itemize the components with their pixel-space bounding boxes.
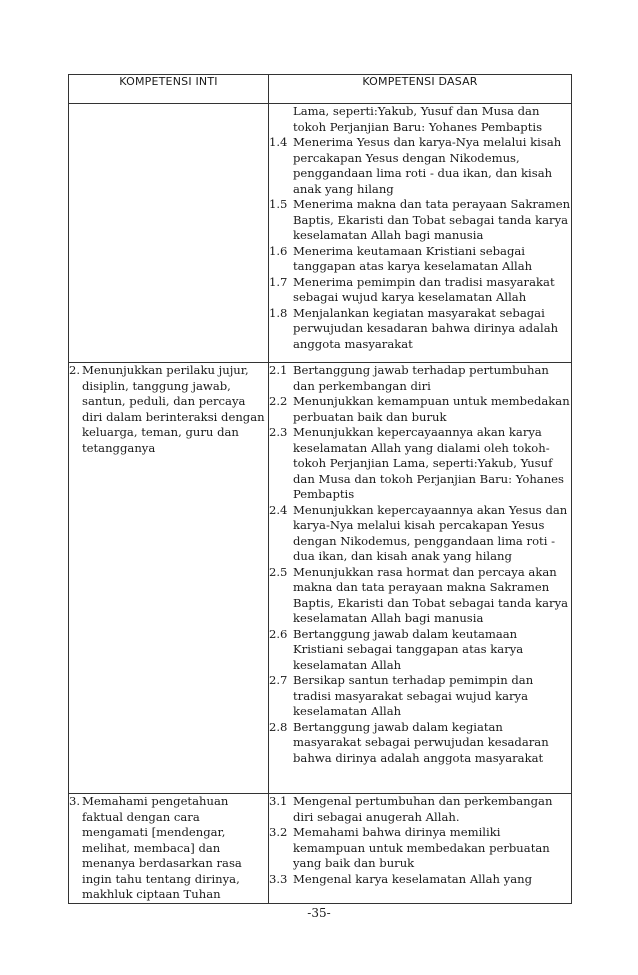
kd-item [269, 197, 571, 244]
kd-text: Menunjukkan kemampuan untuk membedakan perbuatan baik dan buruk [293, 394, 570, 424]
kd-text: Menerima makna dan tata perayaan Sakramen Baptis, Ekaristi dan Tobat sebagai tanda karya keselamatan Allah bagi manusia [293, 197, 571, 242]
kd-number: 1.5 [269, 197, 288, 211]
kd-item [269, 825, 571, 872]
header-kompetensi-inti: KOMPETENSI INTI [69, 75, 269, 104]
table-row [69, 363, 572, 794]
kd-item [269, 627, 571, 674]
kd-number: 1.7 [269, 274, 288, 289]
kd-item [269, 244, 571, 275]
kd-item [269, 394, 571, 425]
kd-item [269, 673, 571, 720]
kompetensi-dasar-cell [269, 794, 572, 904]
kd-item [269, 794, 571, 825]
kd-item [269, 275, 571, 306]
kompetensi-inti-cell [69, 794, 269, 904]
kd-item [269, 720, 571, 767]
kompetensi-inti-cell [69, 363, 269, 794]
kd-number: 1.4 [269, 135, 288, 149]
ki-text: Memahami pengetahuan faktual dengan cara mengamati [mendengar, melihat, membaca] dan menanya berdasarkan rasa ingin tahu tentang dirinya, makhluk ciptaan Tuhan [82, 794, 242, 901]
header-kompetensi-dasar: KOMPETENSI DASAR [269, 75, 572, 104]
kd-number: 2.2 [269, 394, 288, 408]
kd-text: Menerima keutamaan Kristiani sebagai tanggapan atas karya keselamatan Allah [293, 243, 533, 273]
table-header-row [69, 75, 572, 104]
kd-item [269, 503, 571, 565]
table-row [69, 104, 572, 363]
kd-text: Menunjukkan kepercayaannya akan karya keselamatan Allah yang dialami oleh tokoh-tokoh Perjanjian Lama, seperti:Yakub, Yusuf dan Musa dan tokoh Perjanjian Baru: Yohanes Pembaptis [293, 425, 564, 501]
ki-text: Menunjukkan perilaku jujur, disiplin, tanggung jawab, santun, peduli, dan percaya diri dalam berinteraksi dengan keluarga, teman, guru dan tetangganya [82, 363, 265, 455]
kd-text: Menerima Yesus dan karya-Nya melalui kisah percakapan Yesus dengan Nikodemus, penggandaan lima roti - dua ikan, dan kisah anak yang hilang [293, 135, 562, 196]
kd-text: Bertanggung jawab dalam keutamaan Kristiani sebagai tanggapan atas karya keselamatan Allah [293, 626, 524, 672]
kd-text: Bersikap santun terhadap pemimpin dan tradisi masyarakat sebagai wujud karya keselamatan Allah [293, 673, 534, 718]
kd-number: 3.1 [269, 794, 288, 808]
kd-item [269, 363, 571, 394]
kd-text: Mengenal karya keselamatan Allah yang [293, 871, 533, 886]
kd-continuation-text: Lama, seperti:Yakub, Yusuf dan Musa dan tokoh Perjanjian Baru: Yohanes Pembaptis [293, 104, 543, 134]
kd-number: 2.8 [269, 719, 288, 734]
competency-table [68, 74, 572, 904]
kompetensi-dasar-cell [269, 363, 572, 794]
kd-text: Memahami bahwa dirinya memiliki kemampuan untuk membedakan perbuatan yang baik dan buruk [293, 825, 550, 870]
kd-text: Menunjukkan rasa hormat dan percaya akan makna dan tata perayaan makna Sakramen Baptis, Ekaristi dan Tobat sebagai tanda karya keselamatan Allah bagi manusia [293, 564, 569, 625]
kd-number: 2.4 [269, 502, 288, 517]
table-row [69, 794, 572, 904]
kd-number: 1.8 [269, 305, 288, 320]
page-number: -35- [307, 906, 331, 920]
kd-text: Mengenal pertumbuhan dan perkembangan diri sebagai anugerah Allah. [293, 794, 553, 824]
kd-item [269, 135, 571, 197]
table-body [69, 104, 572, 904]
kd-item [269, 425, 571, 503]
kd-text: Menjalankan kegiatan masyarakat sebagai perwujudan kesadaran bahwa dirinya adalah anggota masyarakat [293, 305, 559, 351]
kd-number: 3.2 [269, 825, 288, 839]
kd-text: Menunjukkan kepercayaannya akan Yesus dan karya-Nya melalui kisah percakapan Yesus dengan Nikodemus, penggandaan lima roti - dua ikan, dan kisah anak yang hilang [293, 502, 568, 563]
kd-item [269, 872, 571, 888]
kd-item [269, 565, 571, 627]
ki-number: 2. [69, 363, 81, 377]
kd-number: 2.1 [269, 363, 288, 377]
kd-number: 2.3 [269, 425, 288, 439]
kompetensi-dasar-cell [269, 104, 572, 363]
kd-number: 2.7 [269, 673, 288, 687]
kd-number: 2.6 [269, 626, 288, 641]
kd-number: 1.6 [269, 243, 288, 258]
kd-number: 2.5 [269, 564, 288, 579]
kd-text: Bertanggung jawab terhadap pertumbuhan dan perkembangan diri [293, 363, 549, 393]
kd-text: Bertanggung jawab dalam kegiatan masyarakat sebagai perwujudan kesadaran bahwa dirinya adalah anggota masyarakat [293, 719, 549, 765]
kd-number: 3.3 [269, 871, 288, 886]
ki-number: 3. [69, 794, 81, 808]
kd-text: Menerima pemimpin dan tradisi masyarakat sebagai wujud karya keselamatan Allah [293, 274, 555, 304]
kompetensi-inti-cell [69, 104, 269, 363]
kd-item [269, 306, 571, 353]
